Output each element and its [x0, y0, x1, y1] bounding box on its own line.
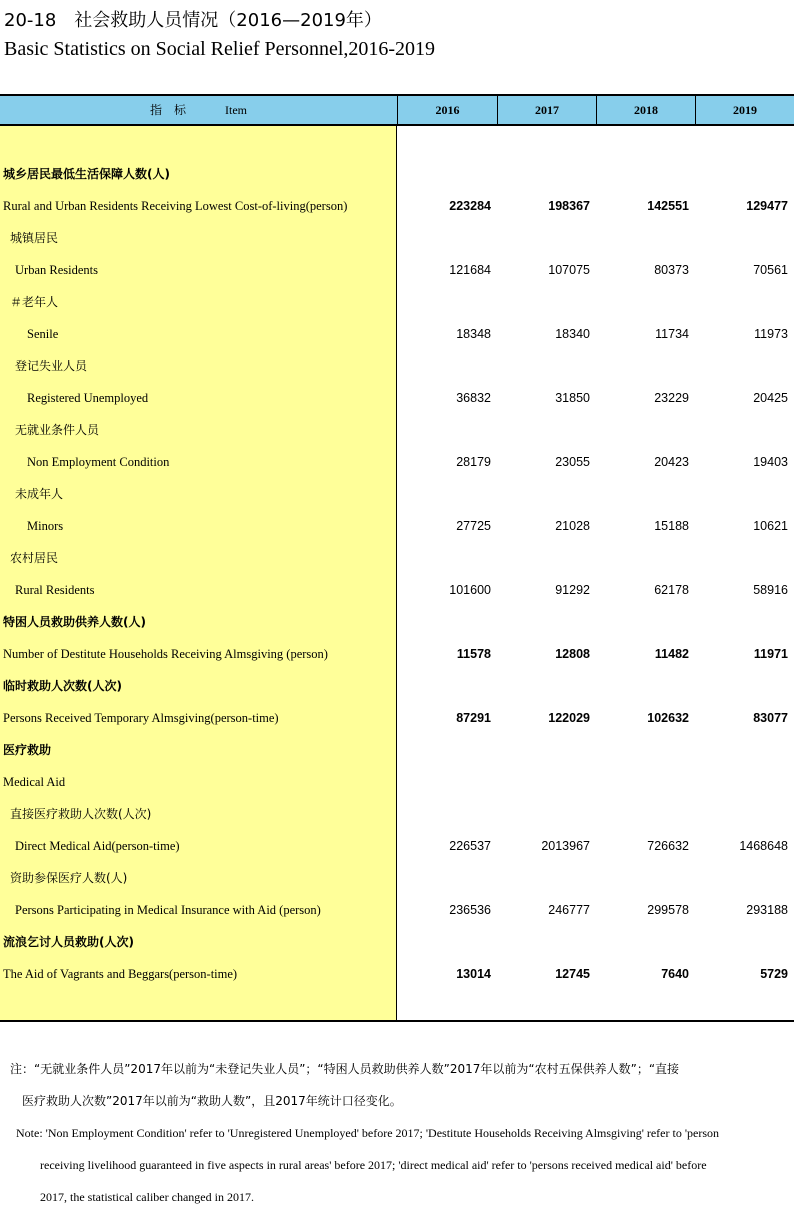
row-label: Rural Residents	[15, 583, 95, 597]
row-label: The Aid of Vagrants and Beggars(person-time)	[3, 967, 238, 981]
cell-value-2017: 12808	[555, 647, 590, 661]
row-label: Senile	[27, 327, 59, 341]
note-en-line-3: 2017, the statistical caliber changed in 2017.	[40, 1190, 254, 1204]
cell-value-2017: 91292	[555, 583, 590, 597]
row-label: Persons Participating in Medical Insurance with Aid (person)	[15, 903, 321, 917]
row-label: Medical Aid	[3, 775, 66, 789]
cell-value-2017: 2013967	[541, 839, 590, 853]
table-row	[0, 958, 794, 990]
cell-value-2016: 121684	[449, 263, 491, 277]
cell-value-2018: 7640	[661, 967, 689, 981]
row-label: Urban Residents	[15, 263, 98, 277]
row-label: Number of Destitute Households Receiving Almsgiving (person)	[3, 647, 328, 661]
cell-value-2016: 36832	[456, 391, 491, 405]
cell-value-2019: 11973	[754, 327, 788, 341]
cell-value-2019: 1468648	[739, 839, 788, 853]
table-row	[0, 254, 794, 286]
cell-value-2016: 226537	[449, 839, 491, 853]
table-row	[0, 414, 794, 446]
cell-value-2019: 83077	[753, 711, 788, 725]
header-year-2019: 2019	[695, 96, 794, 124]
cell-value-2016: 28179	[456, 455, 491, 469]
cell-value-2019: 5729	[760, 967, 788, 981]
table-row	[0, 286, 794, 318]
cell-value-2016: 101600	[449, 583, 491, 597]
row-label: Direct Medical Aid(person-time)	[15, 839, 180, 853]
cell-value-2019: 11971	[753, 647, 788, 661]
cell-value-2018: 102632	[647, 711, 689, 725]
table-row	[0, 542, 794, 574]
table-row	[0, 670, 794, 702]
row-label: 农村居民	[10, 551, 59, 565]
cell-value-2016: 223284	[449, 199, 491, 213]
row-label: 临时救助人次数(人次)	[3, 679, 122, 693]
cell-value-2018: 142551	[647, 199, 689, 213]
cell-value-2018: 23229	[654, 391, 689, 405]
row-label: 未成年人	[15, 487, 64, 501]
cell-value-2016: 13014	[456, 967, 491, 981]
cell-value-2018: 11482	[654, 647, 689, 661]
statistics-table	[0, 94, 794, 1022]
cell-value-2018: 11734	[655, 327, 689, 341]
cell-value-2019: 20425	[753, 391, 788, 405]
table-row	[0, 638, 794, 670]
cell-value-2018: 726632	[647, 839, 689, 853]
page-title-en: Basic Statistics on Social Relief Personnel,2016-2019	[4, 38, 436, 60]
cell-value-2017: 198367	[548, 199, 590, 213]
table-row	[0, 318, 794, 350]
table-row	[0, 862, 794, 894]
page-title-cn: 20-18 社会救助人员情况（2016—2019年）	[4, 10, 382, 31]
row-label: ＃老年人	[10, 295, 59, 309]
cell-value-2019: 129477	[746, 199, 788, 213]
cell-value-2017: 12745	[555, 967, 590, 981]
header-year-2018: 2018	[596, 96, 695, 124]
table-row	[0, 830, 794, 862]
row-label: Registered Unemployed	[27, 391, 149, 405]
table-row	[0, 702, 794, 734]
cell-value-2019: 10621	[753, 519, 788, 533]
cell-value-2017: 23055	[555, 455, 590, 469]
table-row	[0, 606, 794, 638]
row-label: Persons Received Temporary Almsgiving(person-time)	[3, 711, 279, 725]
table-row	[0, 574, 794, 606]
cell-value-2019: 70561	[753, 263, 788, 277]
note-en-line-2: receiving livelihood guaranteed in five aspects in rural areas' before 2017; 'direct medical aid' refer to 'persons received medical aid' before	[40, 1158, 707, 1172]
note-en-line-1: Note: 'Non Employment Condition' refer to 'Unregistered Unemployed' before 2017; 'Destitute Households Receiving Almsgiving' refer to 'person	[16, 1126, 719, 1140]
row-label: Rural and Urban Residents Receiving Lowest Cost-of-living(person)	[3, 199, 348, 213]
cell-value-2018: 15188	[654, 519, 689, 533]
table-row	[0, 926, 794, 958]
header-year-2017: 2017	[497, 96, 596, 124]
table-row	[0, 446, 794, 478]
table-row	[0, 190, 794, 222]
table-row	[0, 734, 794, 766]
table-row	[0, 798, 794, 830]
header-indicator-cell	[0, 96, 397, 124]
cell-value-2018: 20423	[654, 455, 689, 469]
row-label: 流浪乞讨人员救助(人次)	[3, 935, 134, 949]
note-cn-line-2: 医疗救助人次数”2017年以前为“救助人数”，且2017年统计口径变化。	[22, 1094, 402, 1108]
header-year-2016: 2016	[397, 96, 497, 124]
table-row	[0, 382, 794, 414]
table-row	[0, 766, 794, 798]
cell-value-2017: 21028	[555, 519, 590, 533]
row-label: 无就业条件人员	[15, 423, 100, 437]
cell-value-2016: 27725	[456, 519, 491, 533]
cell-value-2019: 58916	[753, 583, 788, 597]
table-row	[0, 478, 794, 510]
cell-value-2018: 62178	[654, 583, 689, 597]
table-row	[0, 222, 794, 254]
table-row	[0, 510, 794, 542]
cell-value-2017: 18340	[555, 327, 590, 341]
cell-value-2019: 293188	[746, 903, 788, 917]
header-indicator-cn: 指 标	[149, 103, 186, 117]
row-label: 医疗救助	[3, 743, 52, 757]
header-indicator-en: Item	[225, 103, 247, 117]
table-row	[0, 894, 794, 926]
row-label: Minors	[27, 519, 64, 533]
cell-value-2017: 107075	[548, 263, 590, 277]
note-cn-line-1: 注：“无就业条件人员”2017年以前为“未登记失业人员”；“特困人员救助供养人数”2017年以前为“农村五保供养人数”；“直接	[10, 1062, 680, 1076]
row-label: 登记失业人员	[15, 359, 88, 373]
cell-value-2017: 246777	[548, 903, 590, 917]
cell-value-2016: 18348	[456, 327, 491, 341]
table-bottom-rule	[0, 1020, 794, 1022]
table-row	[0, 158, 794, 190]
row-label: 特困人员救助供养人数(人)	[3, 615, 146, 629]
cell-value-2016: 11578	[456, 647, 491, 661]
cell-value-2019: 19403	[753, 455, 788, 469]
row-label: 直接医疗救助人次数(人次)	[10, 807, 152, 821]
row-label: Non Employment Condition	[27, 455, 170, 469]
cell-value-2018: 299578	[647, 903, 689, 917]
cell-value-2018: 80373	[654, 263, 689, 277]
row-label: 资助参保医疗人数(人)	[10, 871, 128, 885]
cell-value-2017: 122029	[548, 711, 590, 725]
cell-value-2017: 31850	[555, 391, 590, 405]
row-label: 城乡居民最低生活保障人数(人)	[3, 167, 170, 181]
row-label: 城镇居民	[10, 231, 59, 245]
table-row	[0, 350, 794, 382]
cell-value-2016: 87291	[456, 711, 491, 725]
cell-value-2016: 236536	[449, 903, 491, 917]
